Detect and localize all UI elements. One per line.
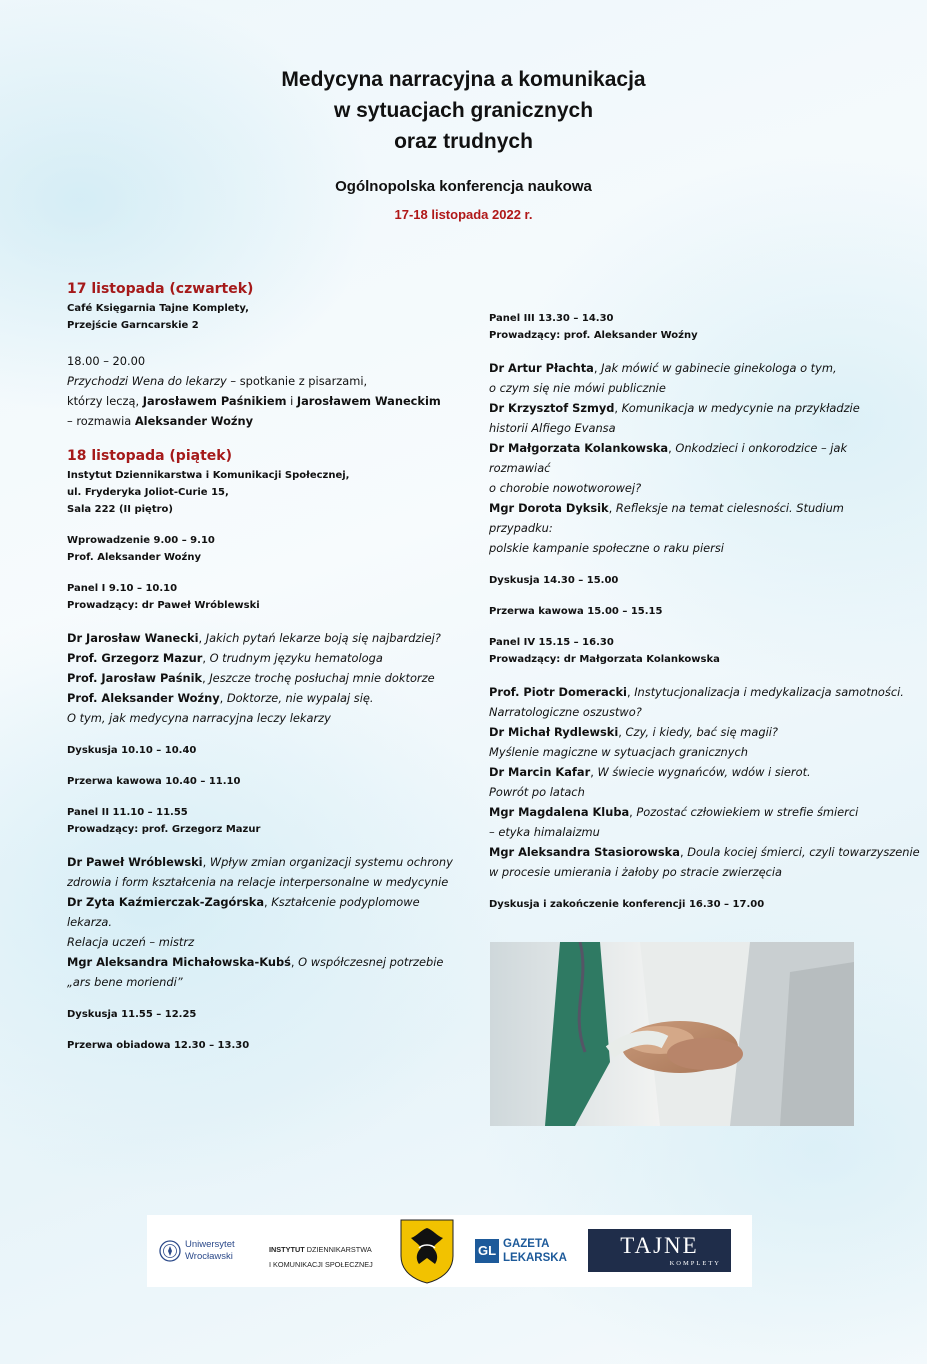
day2-venue-line2: ul. Fryderyka Joliot-Curie 15, <box>67 487 229 498</box>
gazeta-line1: GAZETA <box>503 1238 550 1250</box>
gazeta-line2: LEKARSKA <box>503 1252 567 1264</box>
intro-time: Wprowadzenie 9.00 – 9.10 <box>67 535 215 546</box>
day1-time: 18.00 – 20.00 <box>67 354 146 368</box>
day1-venue-line1: Café Księgarnia Tajne Komplety, <box>67 303 249 314</box>
conference-subtitle: Ogólnopolska konferencja naukowa <box>335 178 592 195</box>
p4-talk-2: Dr Michał Rydlewski, Czy, i kiedy, bać się magii? <box>489 725 778 739</box>
speaker-name: Prof. Aleksander Woźny <box>67 691 220 705</box>
conference-title <box>0 64 927 157</box>
title-line-1: Medycyna narracyjna a komunikacja <box>281 68 646 91</box>
panel3-time: Panel III 13.30 – 14.30 <box>489 313 614 324</box>
p4-talk-1: Prof. Piotr Domeracki, Instytucjonalizacja i medykalizacja samotności. <box>489 685 904 699</box>
p3-talk-2-cont: historii Alfiego Evansa <box>489 421 616 435</box>
uwr-logo <box>159 1237 239 1267</box>
p4-talk-4: Mgr Magdalena Kluba, Pozostać człowiekiem w strefie śmierci <box>489 805 859 819</box>
day1-line2-mid: i <box>286 394 297 408</box>
speaker-name: Dr Jarosław Wanecki <box>67 631 199 645</box>
p2-talk-2-cont: Relacja uczeń – mistrz <box>67 935 195 949</box>
p4-talk-2-cont: Myślenie magiczne w sytuacjach granicznych <box>489 745 748 759</box>
talk-title: W świecie wygnańców, wdów i sierot. <box>597 765 811 779</box>
speaker-name: Prof. Grzegorz Mazur <box>67 651 203 665</box>
p3-talk-4-cont: polskie kampanie społeczne o raku piersi <box>489 541 724 555</box>
day1-line2-prefix: którzy leczą, <box>67 394 143 408</box>
p3-talk-2: Dr Krzysztof Szmyd, Komunikacja w medycynie na przykładzie <box>489 401 860 415</box>
speaker-name: Dr Artur Płachta <box>489 361 594 375</box>
right-column <box>489 310 920 913</box>
talk-title: Jakich pytań lekarze boją się najbardziej? <box>205 631 441 645</box>
p3-talk-1-cont: o czym się nie mówi publicznie <box>489 381 666 395</box>
talk-title: O współczesnej potrzebie <box>298 955 444 969</box>
speaker-name: Dr Krzysztof Szmyd <box>489 401 615 415</box>
sponsor-logos <box>147 1215 752 1287</box>
title-line-3: oraz trudnych <box>394 130 533 153</box>
talk-title: Doula kociej śmierci, czyli towarzyszenie <box>687 845 920 859</box>
p2-talk-2: Dr Zyta Kaźmierczak-Zagórska, Kształcenie podyplomowe lekarza. <box>67 895 420 929</box>
intro-by: Prof. Aleksander Woźny <box>67 552 201 563</box>
discussion1: Dyskusja 10.10 – 10.40 <box>67 745 197 756</box>
ids-line2: I KOMUNIKACJI SPOŁECZNEJ <box>269 1260 373 1269</box>
p3-talk-1: Dr Artur Płachta, Jak mówić w gabinecie ginekologa o tym, <box>489 361 837 375</box>
day1-event-rest: – spotkanie z pisarzami, <box>226 374 368 388</box>
eagle-crest-icon <box>399 1218 455 1284</box>
coffee-break2: Przerwa kawowa 15.00 – 15.15 <box>489 606 663 617</box>
p1-talk-4: Prof. Aleksander Woźny, Doktorze, nie wypalaj się. <box>67 691 374 705</box>
closing-session: Dyskusja i zakończenie konferencji 16.30 – 17.00 <box>489 899 765 910</box>
day1-heading: 17 listopada (czwartek) <box>67 281 254 297</box>
photo-holding-hands <box>490 942 854 1126</box>
talk-title: Jak mówić w gabinecie ginekologa o tym, <box>601 361 837 375</box>
day1-venue-line2: Przejście Garncarskie 2 <box>67 320 199 331</box>
talk-title: Czy, i kiedy, bać się magii? <box>625 725 778 739</box>
day1-guest2: Jarosławem Waneckim <box>296 394 441 408</box>
ids-bold: INSTYTUT <box>269 1245 305 1254</box>
tajne-komplety-logo <box>588 1229 731 1272</box>
day1-event-line1 <box>67 371 467 391</box>
discussion2: Dyskusja 11.55 – 12.25 <box>67 1009 197 1020</box>
p4-talk-3: Dr Marcin Kafar, W świecie wygnańców, wdów i sierot. <box>489 765 811 779</box>
discussion3: Dyskusja 14.30 – 15.00 <box>489 575 619 586</box>
speaker-name: Prof. Piotr Domeracki <box>489 685 627 699</box>
p2-talk-1-cont: zdrowia i form kształcenia na relacje interpersonalne w medycynie <box>67 875 449 889</box>
p3-talk-4: Mgr Dorota Dyksik, Refleksje na temat cielesności. Studium przypadku: <box>489 501 844 535</box>
p1-talk-3: Prof. Jarosław Paśnik, Jeszcze trochę posłuchaj mnie doktorze <box>67 671 435 685</box>
talk-title: Komunikacja w medycynie na przykładzie <box>621 401 860 415</box>
speaker-name: Dr Michał Rydlewski <box>489 725 619 739</box>
tajne-sub: KOMPLETY <box>669 1260 721 1267</box>
panel2-chair: Prowadzący: prof. Grzegorz Mazur <box>67 824 261 835</box>
panel1-time: Panel I 9.10 – 10.10 <box>67 583 178 594</box>
day2-heading: 18 listopada (piątek) <box>67 448 232 464</box>
lunch-break: Przerwa obiadowa 12.30 – 13.30 <box>67 1040 250 1051</box>
p4-talk-5: Mgr Aleksandra Stasiorowska, Doula kociej śmierci, czyli towarzyszenie <box>489 845 920 859</box>
speaker-name: Mgr Dorota Dyksik <box>489 501 609 515</box>
talk-title: O trudnym języku hematologa <box>209 651 383 665</box>
panel4-chair: Prowadzący: dr Małgorzata Kolankowska <box>489 654 720 665</box>
ids-line1 <box>269 1242 373 1257</box>
p4-talk-5-cont: w procesie umierania i żałoby po stracie zwierzęcia <box>489 865 783 879</box>
speaker-name: Dr Paweł Wróblewski <box>67 855 203 869</box>
talk-title: Kształcenie podyplomowe lekarza. <box>67 895 420 929</box>
day1-host: Aleksander Woźny <box>134 414 254 428</box>
speaker-name: Mgr Magdalena Kluba <box>489 805 630 819</box>
speaker-name: Mgr Aleksandra Michałowska-Kubś <box>67 955 291 969</box>
day1-event-title: Przychodzi Wena do lekarzy <box>67 374 227 388</box>
photo-illustration <box>490 942 854 1126</box>
talk-title: Onkodzieci i onkorodzice – jak rozmawiać <box>489 441 848 475</box>
day1-event-line2 <box>67 391 467 411</box>
coffee-break1: Przerwa kawowa 10.40 – 11.10 <box>67 776 241 787</box>
gazeta-mark: GL <box>475 1239 499 1263</box>
panel3-chair: Prowadzący: prof. Aleksander Woźny <box>489 330 698 341</box>
tajne-main: TAJNE <box>620 1233 699 1258</box>
p1-talk-4-cont: O tym, jak medycyna narracyjna leczy lekarzy <box>67 711 331 725</box>
speaker-name: Mgr Aleksandra Stasiorowska <box>489 845 680 859</box>
ids-logo <box>269 1242 373 1272</box>
p2-talk-1: Dr Paweł Wróblewski, Wpływ zmian organizacji systemu ochrony <box>67 855 453 869</box>
day1-guest1: Jarosławem Paśnikiem <box>142 394 287 408</box>
p3-talk-3: Dr Małgorzata Kolankowska, Onkodzieci i onkorodzice – jak rozmawiać <box>489 441 848 475</box>
day1-event-line3 <box>67 411 467 431</box>
speaker-name: Dr Małgorzata Kolankowska <box>489 441 669 455</box>
conference-dates: 17-18 listopada 2022 r. <box>394 207 533 222</box>
panel1-chair: Prowadzący: dr Paweł Wróblewski <box>67 600 260 611</box>
p4-talk-4-cont: – etyka himalaizmu <box>489 825 600 839</box>
p2-talk-3-cont: „ars bene moriendi” <box>67 975 183 989</box>
p3-talk-3-cont: o chorobie nowotworowej? <box>489 481 642 495</box>
speaker-name: Dr Marcin Kafar <box>489 765 591 779</box>
uwr-crest-icon <box>159 1240 181 1262</box>
speaker-name: Prof. Jarosław Paśnik <box>67 671 203 685</box>
day2-venue-line3: Sala 222 (II piętro) <box>67 504 173 515</box>
panel4-time: Panel IV 15.15 – 16.30 <box>489 637 614 648</box>
talk-title: Instytucjonalizacja i medykalizacja samotności. <box>634 685 904 699</box>
uwr-line2: Wrocławski <box>185 1251 233 1262</box>
ids-rest: DZIENNIKARSTWA <box>304 1245 372 1254</box>
talk-title: Wpływ zmian organizacji systemu ochrony <box>209 855 453 869</box>
p2-talk-3: Mgr Aleksandra Michałowska-Kubś, O współczesnej potrzebie <box>67 955 444 969</box>
day2-venue-line1: Instytut Dziennikarstwa i Komunikacji Społecznej, <box>67 470 350 481</box>
left-column <box>67 278 467 1054</box>
speaker-name: Dr Zyta Kaźmierczak-Zagórska <box>67 895 265 909</box>
talk-title: Pozostać człowiekiem w strefie śmierci <box>636 805 859 819</box>
talk-title: Refleksje na temat cielesności. Studium przypadku: <box>489 501 844 535</box>
gazeta-lekarska-logo <box>475 1237 575 1267</box>
p4-talk-3-cont: Powrót po latach <box>489 785 585 799</box>
panel2-time: Panel II 11.10 – 11.55 <box>67 807 188 818</box>
p1-talk-1: Dr Jarosław Wanecki, Jakich pytań lekarze boją się najbardziej? <box>67 631 441 645</box>
title-line-2: w sytuacjach granicznych <box>333 99 594 122</box>
p4-talk-1-cont: Narratologiczne oszustwo? <box>489 705 642 719</box>
uwr-line1: Uniwersytet <box>185 1239 235 1250</box>
talk-title: Jeszcze trochę posłuchaj mnie doktorze <box>209 671 435 685</box>
p1-talk-2: Prof. Grzegorz Mazur, O trudnym języku hematologa <box>67 651 383 665</box>
day1-line3-prefix: – rozmawia <box>67 414 135 428</box>
talk-title: Doktorze, nie wypalaj się. <box>226 691 374 705</box>
